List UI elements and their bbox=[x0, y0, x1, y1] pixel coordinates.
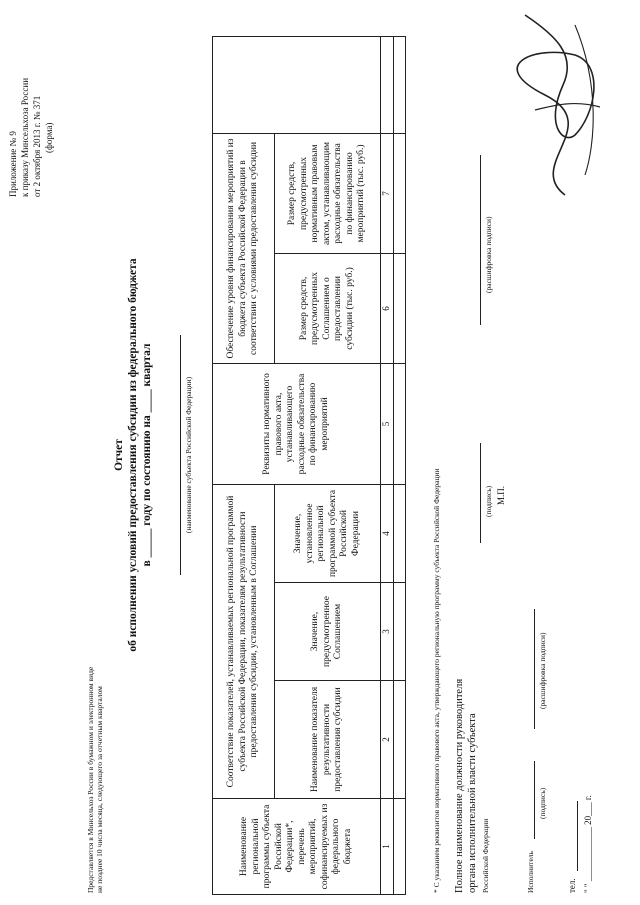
table-cell bbox=[393, 133, 405, 253]
header-program-name: Наименование региональной программы субъекта Российской Федерации*, перечень мероприятий, софинансируемых из федерального бюджета bbox=[213, 799, 381, 895]
table-cell bbox=[393, 253, 405, 363]
footnote: * С указанием реквизитов нормативного правового акта, утверждающего региональную программу субъекта Российской Федерации bbox=[432, 468, 441, 893]
submission-note-line2: не позднее 10 числа месяца, следующего за отчетным кварталом bbox=[95, 686, 104, 893]
head-signature-line bbox=[480, 443, 481, 543]
executor-decode-caption: (расшифровка подписи) bbox=[538, 632, 547, 709]
appendix-order: к приказу Минсельхоза России bbox=[20, 77, 30, 197]
header-legal-act: Реквизиты нормативного правового акта, устанавливающего расходные обязательства по финансированию мероприятий bbox=[213, 363, 381, 484]
report-subtitle: об исполнении условий предоставления субсидии из федерального бюджета bbox=[127, 258, 139, 652]
stamp-label: М.П. bbox=[496, 485, 506, 505]
header-agreement-funds: Размер средств, предусмотренных Соглашением о предоставлении субсидии (тыс. руб.) bbox=[275, 253, 381, 363]
date-line: " " ____________ 20___ г. bbox=[583, 795, 593, 893]
table-cell bbox=[393, 484, 405, 582]
report-period: в _____ году по состоянию на ____ квартал bbox=[141, 343, 153, 567]
table-cell bbox=[393, 583, 405, 681]
executor-decode-line bbox=[534, 609, 535, 729]
submission-note-line1: Представляется в Минсельхоз России в бумажном и электронном виде bbox=[86, 666, 95, 893]
header-indicator-name: Наименование показателя результативности предоставления субсидии bbox=[275, 681, 381, 799]
appendix-date: от 2 октября 2013 г. № 371 bbox=[32, 95, 42, 197]
appendix-form-label: (форма) bbox=[44, 122, 54, 153]
phone-label: тел. bbox=[567, 878, 577, 893]
header-act-funds: Размер средств, предусмотренных нормативным правовым актом, устанавливающим расходные обязательства по финансированию мероприятий (тыс. руб.) bbox=[275, 133, 381, 253]
handwritten-signature bbox=[505, 5, 625, 205]
table-cell bbox=[393, 799, 405, 895]
column-number-1: 1 bbox=[381, 799, 394, 895]
appendix-number: Приложение № 9 bbox=[8, 131, 18, 197]
head-decode-line bbox=[480, 155, 481, 325]
column-number-2: 2 bbox=[381, 681, 394, 799]
report-table bbox=[212, 36, 406, 895]
subject-name-line bbox=[180, 335, 181, 575]
executor-signature-line bbox=[534, 761, 535, 839]
column-number-7: 7 bbox=[381, 133, 394, 253]
header-financing-group: Обеспечение уровня финансирования мероприятий из бюджета субъекта Российской Федерации в соответствии с условиями предоставления субсидии bbox=[213, 133, 275, 363]
report-title: Отчет bbox=[113, 439, 125, 471]
head-position-line1: Полное наименование должности руководителя bbox=[454, 678, 465, 893]
head-position-line3: Российской Федерации bbox=[481, 818, 490, 893]
column-number-3: 3 bbox=[381, 583, 394, 681]
header-agreement-value: Значение, предусмотренное Соглашением bbox=[275, 583, 381, 681]
table-cell bbox=[393, 36, 405, 133]
header-indicators-group: Соответствие показателей, устанавливаемых региональной программой субъекта Российской Федерации, показателям результативности предоставления субсидии, установленным в Соглашении bbox=[213, 484, 275, 798]
column-number-5: 5 bbox=[381, 363, 394, 484]
head-position-line2: органа исполнительной власти субъекта bbox=[467, 713, 478, 893]
phone-line bbox=[577, 801, 578, 871]
subject-caption: (наименование субъекта Российской Федерации) bbox=[184, 376, 193, 534]
table-cell bbox=[393, 681, 405, 799]
header-program-value: Значение, установленное региональной программой субъекта Российской Федерации bbox=[275, 484, 381, 582]
table-cell bbox=[393, 363, 405, 484]
header-empty-col bbox=[213, 36, 381, 133]
executor-signature-caption: (подпись) bbox=[538, 787, 547, 819]
column-number-8 bbox=[381, 36, 394, 133]
column-number-4: 4 bbox=[381, 484, 394, 582]
executor-label: Исполнитель bbox=[526, 851, 535, 893]
head-decode-caption: (расшифровка подписи) bbox=[484, 216, 493, 293]
head-signature-caption: (подпись) bbox=[484, 485, 493, 517]
column-number-6: 6 bbox=[381, 253, 394, 363]
